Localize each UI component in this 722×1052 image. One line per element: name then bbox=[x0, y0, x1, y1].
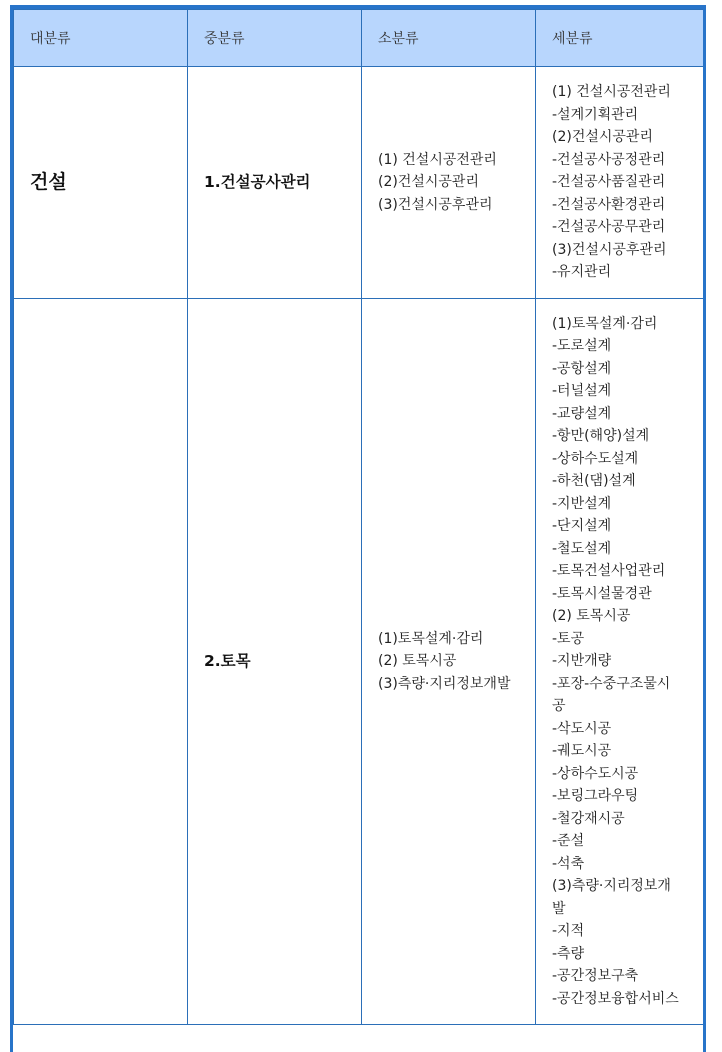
minor-category-item: (2) 토목시공 bbox=[378, 653, 457, 669]
detail-category-item: -교량설계 bbox=[552, 405, 612, 422]
minor-category-item: (2)건설시공관리 bbox=[378, 174, 479, 190]
detail-category-item: -지적 bbox=[552, 923, 585, 939]
detail-category-item: -궤도시공 bbox=[552, 743, 612, 759]
major-category-cell: 건설 bbox=[14, 67, 188, 299]
detail-category-item: -포장-수중구조물시공 bbox=[552, 675, 671, 714]
mid-category-cell: 2.토목 bbox=[188, 298, 362, 1025]
table-row bbox=[14, 298, 704, 1025]
header-detail-category: 세분류 bbox=[536, 10, 704, 67]
detail-category-item: (3)측량·지리정보개발 bbox=[552, 878, 671, 917]
classification-table-frame bbox=[10, 5, 706, 1052]
detail-category-item: -건설공사환경관리 bbox=[552, 196, 666, 213]
table-row bbox=[14, 67, 704, 299]
detail-category-item: -유지관리 bbox=[552, 264, 612, 280]
detail-category-item: -지반개량 bbox=[552, 653, 612, 669]
detail-category-item: -토목건설사업관리 bbox=[552, 563, 666, 579]
detail-category-item: (1) 건설시공전관리 bbox=[552, 84, 671, 100]
detail-category-item: -토목시설물경관 bbox=[552, 585, 652, 602]
detail-category-item: -건설공사공정관리 bbox=[552, 151, 666, 168]
detail-category-item: (2)건설시공관리 bbox=[552, 129, 653, 145]
header-minor-category: 소분류 bbox=[362, 10, 536, 67]
detail-category-item: -상하수도시공 bbox=[552, 765, 639, 782]
detail-category-item: (2) 토목시공 bbox=[552, 608, 631, 624]
mid-category-cell: 1.건설공사관리 bbox=[188, 67, 362, 299]
detail-category-item: -공항설계 bbox=[552, 360, 612, 377]
detail-category-item: -지반설계 bbox=[552, 495, 612, 512]
detail-category-item: -공간정보융합서비스 bbox=[552, 990, 679, 1007]
major-category-cell bbox=[14, 298, 188, 1025]
detail-category-item: -삭도시공 bbox=[552, 720, 612, 737]
detail-category-item: -터널설계 bbox=[552, 383, 612, 399]
detail-category-cell bbox=[536, 298, 704, 1025]
detail-category-item: -철도설계 bbox=[552, 540, 612, 557]
detail-category-item: -건설공사공무관리 bbox=[552, 219, 666, 235]
detail-category-item: -단지설계 bbox=[552, 518, 612, 534]
minor-category-cell bbox=[362, 298, 536, 1025]
header-mid-category: 중분류 bbox=[188, 10, 362, 67]
detail-category-item: -공간정보구축 bbox=[552, 968, 639, 984]
detail-category-item: -토공 bbox=[552, 630, 585, 647]
detail-category-item: -설계기획관리 bbox=[552, 106, 639, 123]
minor-category-cell bbox=[362, 67, 536, 299]
minor-category-item: (3)측량·지리정보개발 bbox=[378, 675, 511, 692]
detail-category-item: (3)건설시공후관리 bbox=[552, 241, 667, 258]
detail-category-item: (1)토목설계·감리 bbox=[552, 315, 658, 332]
detail-category-item: -항만(해양)설계 bbox=[552, 428, 650, 444]
detail-category-item: -건설공사품질관리 bbox=[552, 174, 666, 190]
minor-category-item: (1)토목설계·감리 bbox=[378, 630, 484, 647]
detail-category-item: -준설 bbox=[552, 833, 585, 849]
detail-category-cell bbox=[536, 67, 704, 299]
detail-category-item: -하천(댐)설계 bbox=[552, 473, 636, 489]
classification-table bbox=[13, 9, 704, 1025]
minor-category-item: (3)건설시공후관리 bbox=[378, 196, 493, 213]
detail-category-item: -도로설계 bbox=[552, 338, 612, 354]
header-major-category: 대분류 bbox=[14, 10, 188, 67]
detail-category-item: -석축 bbox=[552, 855, 585, 872]
detail-category-item: -보링그라우팅 bbox=[552, 788, 639, 804]
detail-category-item: -철강재시공 bbox=[552, 810, 625, 827]
detail-category-item: -상하수도설계 bbox=[552, 450, 639, 467]
header-row bbox=[14, 10, 704, 67]
minor-category-item: (1) 건설시공전관리 bbox=[378, 151, 497, 168]
detail-category-item: -측량 bbox=[552, 945, 585, 962]
